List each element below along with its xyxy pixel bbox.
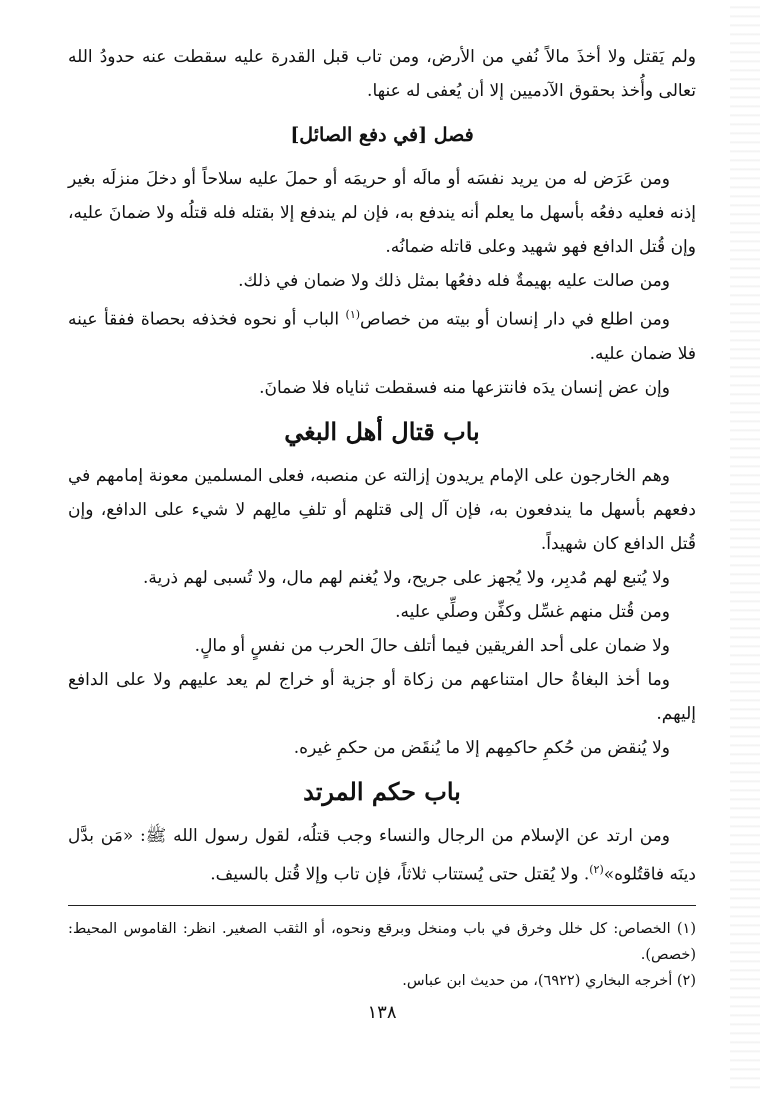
paragraph-rebels-taxes: وما أخذ البغاةُ حال امتناعهم من زكاة أو جزية أو خراج لم يعد عليهم ولا على الدافع إليهم.: [68, 669, 696, 724]
paragraph-bite: وإن عض إنسان يدَه فانتزعها منه فسقطت ثناياه فلا ضمانَ.: [259, 377, 670, 398]
paragraph-peeping-text-b: الباب أو نحوه فخذفه بحصاة ففقأ عينه فلا ضمان عليه.: [68, 309, 696, 364]
paragraph-apostate-text-a: ومن ارتد عن الإسلام من الرجال والنساء وجب قتلُه، لقول رسول الله ﷺ: «مَن بدَّل دينَه فاقتُلوه»: [68, 825, 696, 885]
scan-edge-texture: [730, 0, 760, 1094]
paragraph-apostate: [68, 819, 696, 892]
chapter-heading-baghy: باب قتال أهل البغي: [284, 416, 480, 446]
paragraph-rebels-pursuit: ولا يُتبع لهم مُدبِر، ولا يُجهز على جريح، ولا يُغنم لهم مال، ولا تُسبى لهم ذرية.: [143, 567, 670, 588]
section-heading-fasl: فصل [في دفع الصائل]: [290, 124, 474, 146]
paragraph-peeping-text-a: ومن اطلع في دار إنسان أو بيته من خصاص: [360, 309, 670, 330]
paragraph-animal: ومن صالت عليه بهيمةٌ فله دفعُها بمثل ذلك ولا ضمان في ذلك.: [238, 271, 670, 291]
paragraph-assailant: ومن عَرَض له من يريد نفسَه أو مالَه أو حريمَه أو حملَ عليه سلاحاً أو دخلَ منزلَه بغير إذنه فعليه دفعُه بأسهل ما يعلم أنه يندفع به، فإن لم يندفع إلا بقتله فله قتلُه ولا ضمانَ عليه، وإن قُتل الدافع فهو شهيد وعلى قاتله ضمانُه.: [68, 169, 696, 257]
footnote-ref-2: (٢): [589, 862, 604, 876]
paragraph-rebels-killed: ومن قُتل منهم غسِّل وكفِّن وصلِّي عليه.: [395, 601, 670, 622]
paragraph-hudud-end: ولم يَقتل ولا أخذَ مالاً نُفي من الأرض، ومن تاب قبل القدرة عليه سقطت عنه حدودُ الله تعالى وأُخذ بحقوق الآدميين إلا أن يُعفى له عنها.: [68, 47, 696, 101]
paragraph-apostate-text-b: . ولا يُقتل حتى يُستتاب ثلاثاً، فإن تاب وإلا قُتل بالسيف.: [210, 864, 590, 885]
footnote-1: (١) الخصاص: كل خلل وخرق في باب ومنخل وبرقع ونحوه، أو الثقب الصغير. انظر: القاموس المحيط: (خصص).: [68, 921, 696, 964]
paragraph-rebels-damage: ولا ضمان على أحد الفريقين فيما أتلف حالَ الحرب من نفسٍ أو مالٍ.: [194, 635, 670, 656]
paragraph-rebels-definition: وهم الخارجون على الإمام يريدون إزالته عن منصبه، فعلى المسلمين معونة إمامهم في دفعهم بأسهل ما يندفعون به، فإن آل إلى قتلهم أو تلفِ مالِهم لا شيء على الدافع، وإن قُتل الدافع كان شهيداً.: [68, 465, 696, 554]
footnote-separator: [68, 905, 696, 906]
chapter-heading-murtad: باب حكم المرتد: [303, 776, 461, 806]
paragraph-peeping: [68, 298, 696, 371]
book-page: [68, 40, 696, 1023]
page-number: ١٣٨: [367, 1002, 397, 1024]
footnote-2: (٢) أخرجه البخاري (٦٩٢٢)، من حديث ابن عباس.: [402, 973, 696, 990]
paragraph-rebels-judge: ولا يُنقض من حُكمِ حاكمِهم إلا ما يُنقَض من حكمِ غيره.: [293, 737, 670, 758]
footnote-ref-1: (١): [345, 308, 361, 321]
